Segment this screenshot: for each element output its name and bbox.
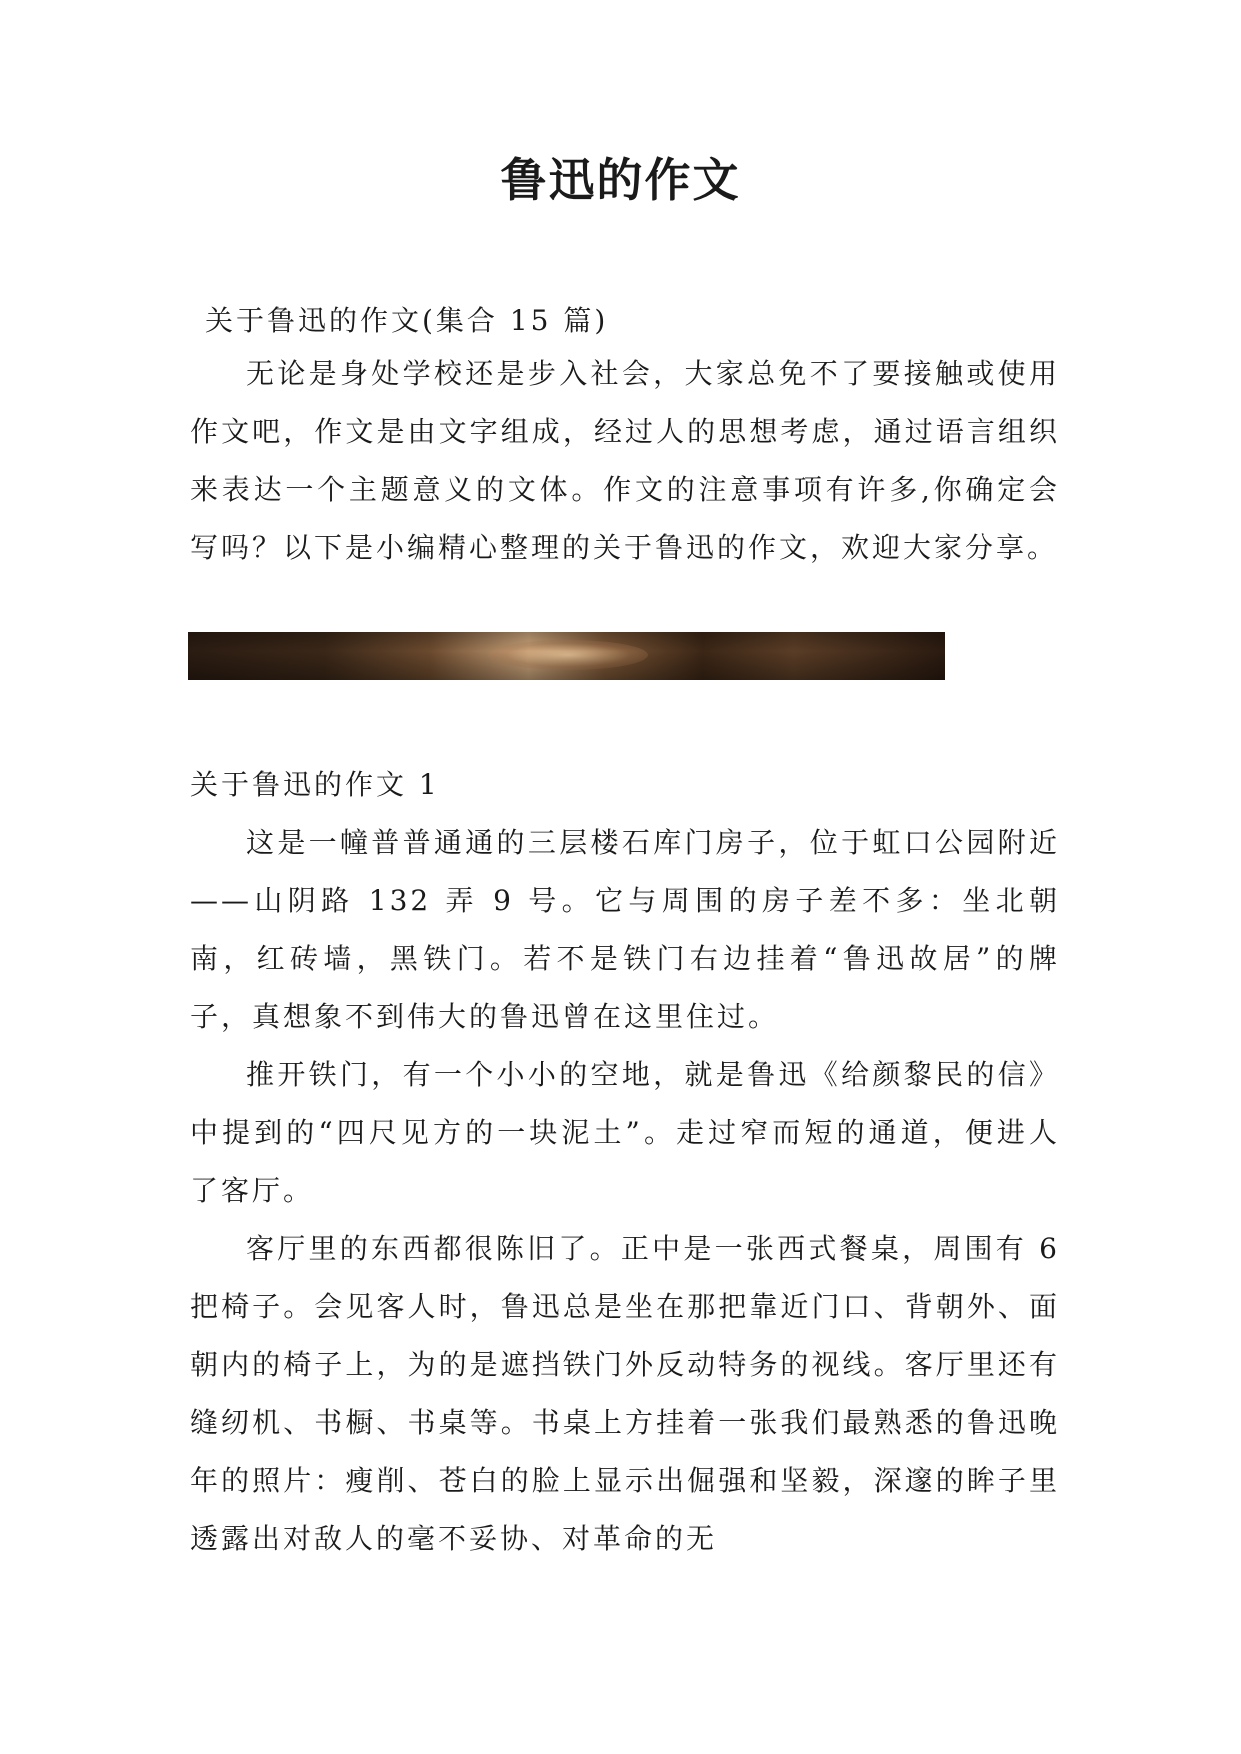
section-paragraph: 这是一幢普普通通的三层楼石库门房子，位于虹口公园附近——山阴路 132 弄 9 号。它与周围的房子差不多：坐北朝南，红砖墙，黑铁门。若不是铁门右边挂着“鲁迅故居”的牌子，真想象不到伟大的鲁迅曾在这里住过。 — [190, 826, 1060, 1033]
section-paragraph: 推开铁门，有一个小小的空地，就是鲁迅《给颜黎民的信》中提到的“四尺见方的一块泥土”。走过窄而短的通道，便进人了客厅。 — [190, 1058, 1060, 1207]
intro-block — [190, 345, 1060, 577]
page-title: 鲁迅的作文 — [500, 153, 741, 207]
document-subtitle: 关于鲁迅的作文(集合 15 篇) — [205, 304, 609, 337]
section-body — [190, 814, 1060, 1568]
intro-paragraph: 无论是身处学校还是步入社会，大家总免不了要接触或使用作文吧，作文是由文字组成，经过人的思想考虑，通过语言组织来表达一个主题意义的文体。作文的注意事项有许多,你确定会写吗？以下是小编精心整理的关于鲁迅的作文，欢迎大家分享。 — [190, 357, 1060, 564]
decorative-photo-strip — [188, 632, 945, 680]
section-heading: 关于鲁迅的作文 1 — [190, 768, 440, 801]
photo-shade — [188, 632, 945, 680]
section-paragraph: 客厅里的东西都很陈旧了。正中是一张西式餐桌，周围有 6 把椅子。会见客人时，鲁迅总是坐在那把靠近门口、背朝外、面朝内的椅子上，为的是遮挡铁门外反动特务的视线。客厅里还有缝纫机、书橱、书桌等。书桌上方挂着一张我们最熟悉的鲁迅晚年的照片：瘦削、苍白的脸上显示出倔强和坚毅，深邃的眸子里透露出对敌人的毫不妥协、对革命的无 — [190, 1232, 1060, 1555]
